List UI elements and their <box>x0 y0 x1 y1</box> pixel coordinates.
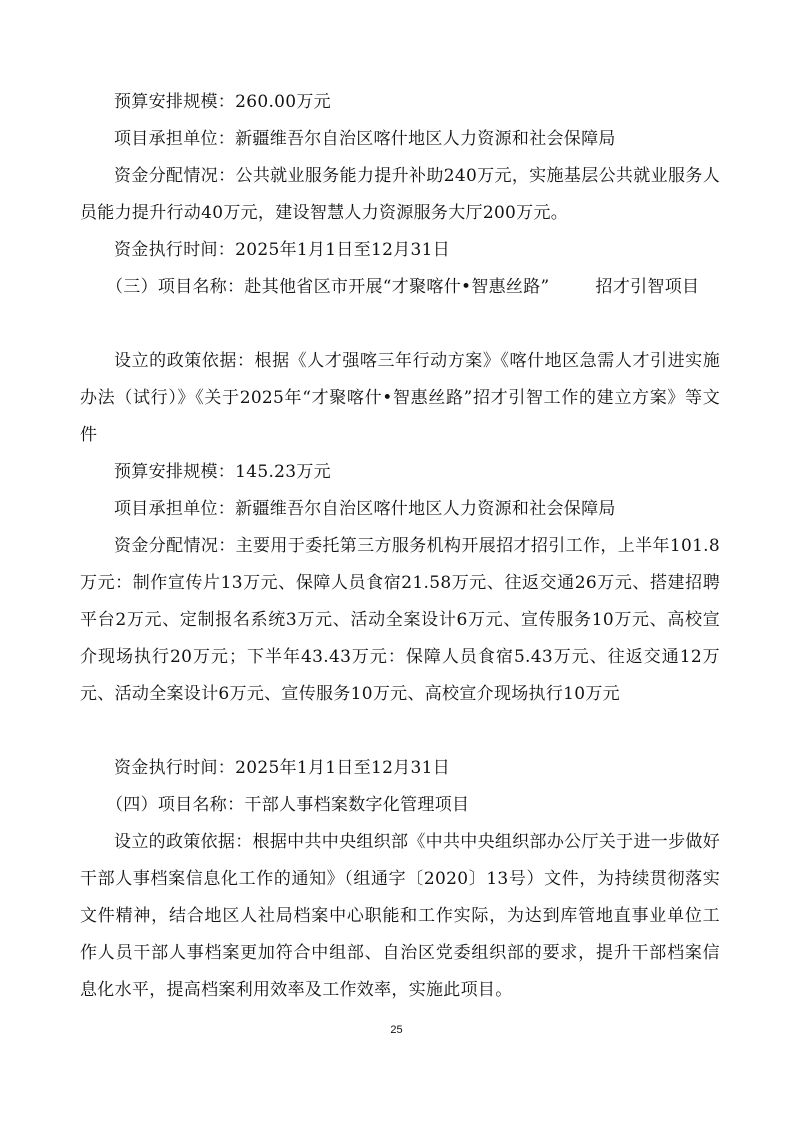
undertaking-unit-1: 项目承担单位：新疆维吾尔自治区喀什地区人力资源和社会保障局 <box>114 129 616 149</box>
project-heading-3-part2: 招才引智项目 <box>595 277 700 297</box>
execution-time-3: 资金执行时间：2025年1月1日至12月31日 <box>114 758 451 778</box>
project-heading-4: （四）项目名称：干部人事档案数字化管理项目 <box>106 795 470 815</box>
fund-allocation-3: 资金分配情况：主要用于委托第三方服务机构开展招才招引工作，上半年101.8万元：制作宣传片13万元、保障人员食宿21.58万元、往返交通26万元、搭建招聘平台2万元、定制报名系统3万元、活动全案设计6万元、宣传服务10万元、高校宣介现场执行20万元；下半年43.43万元：保障人员食宿5.43万元、往返交通12万元、活动全案设计6万元、宣传服务10万元、高校宣介现场执行10万元 <box>80 536 720 704</box>
project-heading-3 <box>80 269 720 306</box>
budget-scale-1: 预算安排规模：260.00万元 <box>114 92 331 112</box>
fund-allocation-1: 资金分配情况：公共就业服务能力提升补助240万元，实施基层公共就业服务人员能力提升行动40万元，建设智慧人力资源服务大厅200万元。 <box>80 166 720 223</box>
execution-time-1: 资金执行时间：2025年1月1日至12月31日 <box>114 240 451 260</box>
project-heading-3-part1: （三）项目名称：赴其他省区市开展“才聚喀什•智惠丝路” <box>106 277 550 297</box>
budget-scale-3: 预算安排规模：145.23万元 <box>114 462 331 482</box>
policy-basis-3: 设立的政策依据：根据《人才强喀三年行动方案》《喀什地区急需人才引进实施办法（试行）》《关于2025年“才聚喀什•智惠丝路”招才引智工作的建立方案》等文件 <box>80 351 720 445</box>
page-number: 25 <box>390 1024 403 1036</box>
undertaking-unit-3: 项目承担单位：新疆维吾尔自治区喀什地区人力资源和社会保障局 <box>114 499 616 519</box>
policy-basis-4: 设立的政策依据：根据中共中央组织部《中共中央组织部办公厅关于进一步做好干部人事档案信息化工作的通知》（组通字〔2020〕13号）文件，为持续贯彻落实文件精神，结合地区人社局档案中心职能和工作实际，为达到库管地直事业单位工作人员干部人事档案更加符合中组部、自治区党委组织部的要求，提升干部档案信息化水平，提高档案利用效率及工作效率，实施此项目。 <box>80 832 720 1000</box>
